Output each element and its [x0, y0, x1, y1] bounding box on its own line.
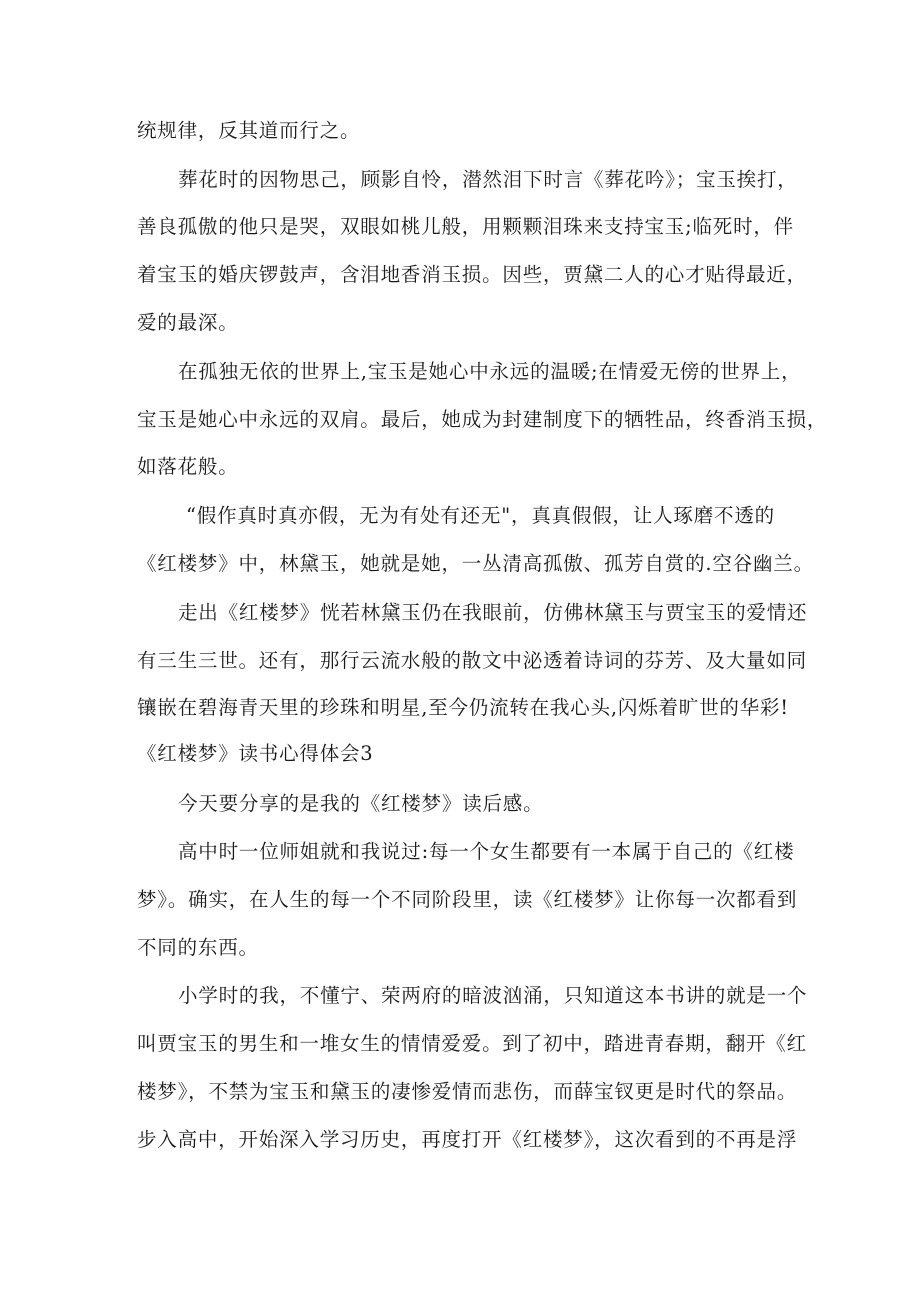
- text-line: 《红楼梦》中，林黛玉，她就是她，一丛清高孤傲、孤芳自赏的.空谷幽兰。: [137, 552, 814, 575]
- text-line: 统规律，反其道而行之。: [137, 119, 361, 142]
- paragraph-first-line: 今天要分享的是我的《红楼梦》读后感。: [178, 792, 544, 815]
- paragraph-first-line: 小学时的我，不懂宁、荣两府的暗波汹涌，只知道这本书讲的就是一个: [178, 984, 808, 1007]
- text-line: 叫贾宝玉的男生和一堆女生的情情爱爱。到了初中，踏进青春期，翻开《红: [137, 1032, 807, 1055]
- text-line: 不同的东西。: [137, 936, 259, 959]
- paragraph-first-line: 高中时一位师姐就和我说过:每一个女生都要有一本属于自己的《红楼: [178, 840, 795, 863]
- text-line: 楼梦》，不禁为宝玉和黛玉的凄惨爱情而悲伤，而薛宝钗更是时代的祭品。: [137, 1080, 798, 1103]
- text-line: 有三生三世。还有，那行云流水般的散文中泌透着诗词的芬芳、及大量如同: [137, 649, 807, 672]
- text-line: 善良孤傲的他只是哭，双眼如桃儿般，用颗颗泪珠来支持宝玉;临死时，伴: [137, 215, 794, 238]
- text-line: 梦》。确实，在人生的每一个不同阶段里，读《红楼梦》让你每一次都看到: [137, 888, 798, 911]
- text-line: 宝玉是她心中永远的双肩。最后，她成为封建制度下的牺牲品，终香消玉损，: [137, 408, 828, 431]
- text-line: 如落花般。: [137, 455, 239, 478]
- paragraph-first-line: 葬花时的因物思己，顾影自怜，潜然泪下时言《葬花吟》；宝玉挨打，: [178, 168, 798, 191]
- text-line: 镶嵌在碧海青天里的珍珠和明星,至今仍流转在我心头,闪烁着旷世的华彩!: [137, 696, 789, 719]
- paragraph-first-line: 在孤独无依的世界上,宝玉是她心中永远的温暖;在情爱无傍的世界上，: [178, 360, 802, 383]
- paragraph-first-line: 走出《红楼梦》恍若林黛玉仍在我眼前，仿佛林黛玉与贾宝玉的爱情还: [178, 601, 808, 624]
- paragraph-first-line: “假作真时真亦假，无为有处有还无"，真真假假，让人琢磨不透的: [186, 504, 775, 527]
- text-line: 步入高中，开始深入学习历史，再度打开《红楼梦》，这次看到的不再是浮: [137, 1128, 798, 1151]
- section-heading: 《红楼梦》读书心得体会3: [137, 742, 374, 765]
- text-line: 爱的最深。: [137, 311, 239, 334]
- text-line: 着宝玉的婚庆锣鼓声，含泪地香消玉损。因些，贾黛二人的心才贴得最近，: [137, 263, 807, 286]
